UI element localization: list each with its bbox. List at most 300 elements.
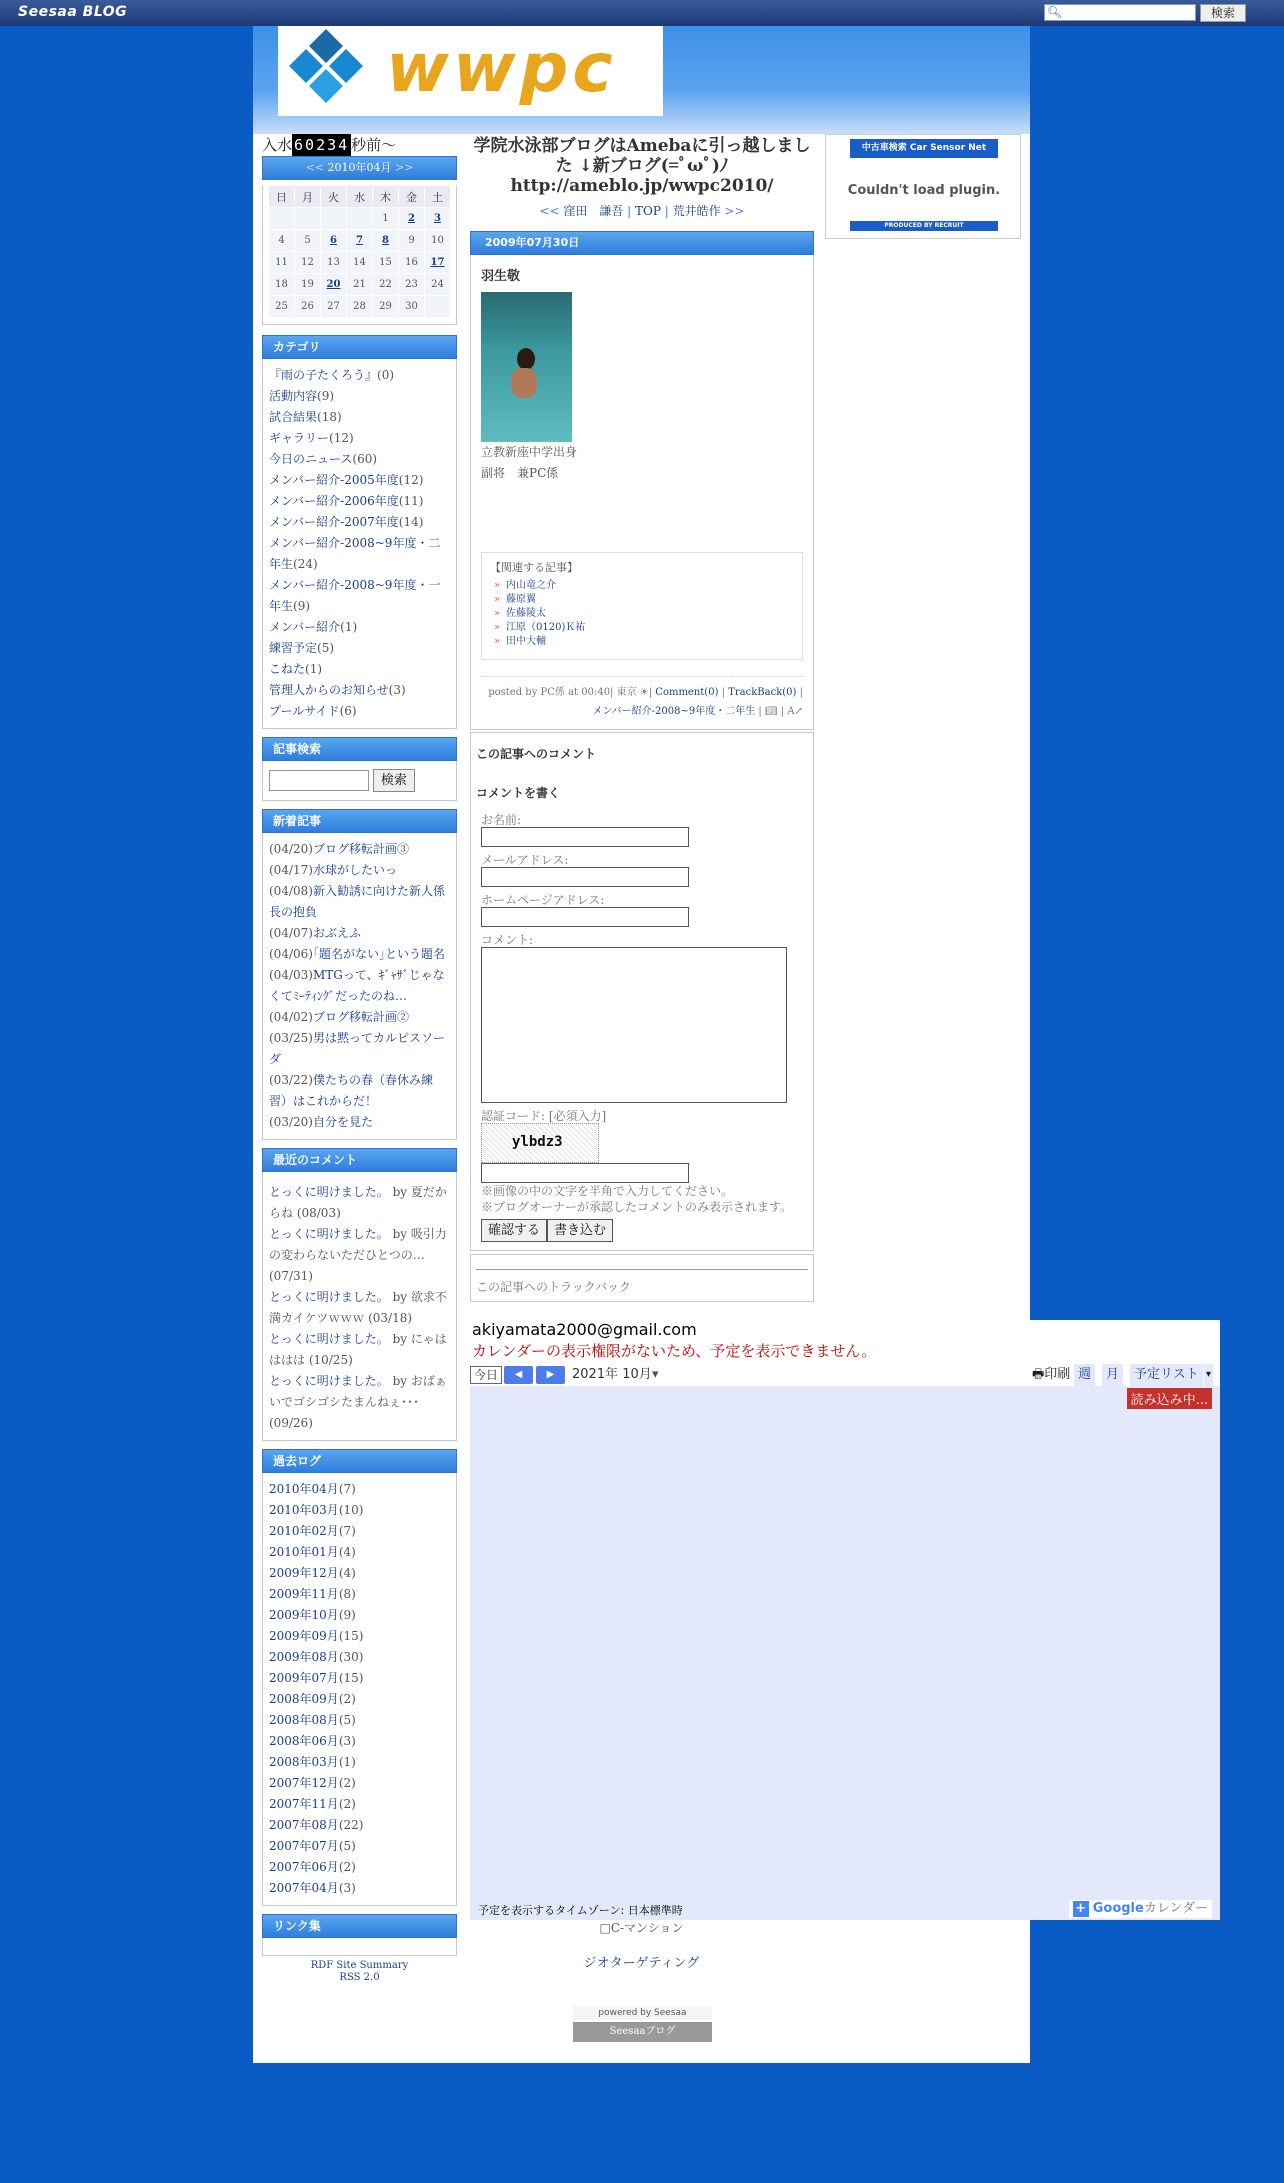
calendar-day-link[interactable]: 8 bbox=[382, 235, 389, 246]
entry bbox=[470, 255, 814, 730]
calendar-day: 26 bbox=[295, 296, 320, 317]
calendar-week bbox=[269, 296, 450, 317]
item-count: (7) bbox=[338, 1482, 356, 1496]
archive-link[interactable]: 2010年02月 bbox=[269, 1524, 339, 1538]
rdf-link[interactable]: RDF Site Summary bbox=[310, 1960, 409, 1971]
nav-next-arrow: >> bbox=[720, 204, 745, 218]
archives-header: 過去ログ bbox=[262, 1449, 457, 1473]
item-count: (24) bbox=[293, 557, 318, 571]
homepage-input[interactable] bbox=[481, 907, 689, 927]
calendar-day bbox=[321, 208, 346, 229]
post-date: (03/25) bbox=[269, 1031, 313, 1045]
related-title: 【関連する記事】 bbox=[490, 561, 578, 574]
category-item bbox=[269, 512, 450, 533]
recent-post-item bbox=[269, 839, 450, 860]
captcha-image bbox=[481, 1123, 599, 1163]
weekday-header: 月 bbox=[295, 186, 320, 207]
global-search-button[interactable]: 検索 bbox=[1200, 4, 1246, 22]
category-link[interactable]: 管理人からのお知らせ bbox=[269, 683, 389, 697]
recent-comment-link[interactable]: とっくに明けました。 bbox=[269, 1332, 389, 1346]
category-link[interactable]: メンバー紹介-2007年度 bbox=[269, 515, 399, 529]
calendar-day: 30 bbox=[399, 296, 424, 317]
archive-item bbox=[269, 1584, 450, 1605]
calendar-day bbox=[269, 208, 294, 229]
post-date: (04/06) bbox=[269, 947, 313, 961]
calendar-day[interactable] bbox=[399, 208, 424, 229]
plus-icon: + bbox=[1073, 1901, 1089, 1917]
archive-item bbox=[269, 1668, 450, 1689]
links-header: リンク集 bbox=[262, 1914, 457, 1938]
item-count: (8) bbox=[338, 1587, 356, 1601]
global-search-input[interactable] bbox=[1044, 4, 1196, 21]
calendar-day-link[interactable]: 6 bbox=[330, 235, 337, 246]
post-date: (04/17) bbox=[269, 863, 313, 877]
archives-list bbox=[262, 1473, 457, 1906]
recent-post-item bbox=[269, 1007, 450, 1028]
geotargeting bbox=[253, 1952, 1030, 1971]
calendar-day bbox=[347, 208, 372, 229]
nav-prev-arrow: << bbox=[539, 204, 564, 218]
category-item bbox=[269, 533, 450, 575]
recent-post-link[interactable]: ｢題名がない｣という題名 bbox=[312, 947, 445, 961]
calendar-day-link[interactable]: 20 bbox=[326, 279, 341, 290]
archive-link[interactable]: 2007年08月 bbox=[269, 1818, 339, 1832]
item-count: (2) bbox=[338, 1860, 356, 1874]
month-dropdown-icon[interactable]: ▾ bbox=[652, 1367, 659, 1382]
trackback-link[interactable]: TrackBack(0) bbox=[728, 687, 797, 698]
recent-comment-link[interactable]: とっくに明けました。 bbox=[269, 1185, 389, 1199]
loading-indicator: 読み込み中... bbox=[1127, 1388, 1212, 1409]
categories-list bbox=[262, 359, 457, 729]
name-label: お名前: bbox=[481, 813, 522, 827]
search-icon: 🔍︎ bbox=[1047, 5, 1063, 19]
item-count: (1) bbox=[338, 1755, 356, 1769]
calendar-table bbox=[268, 185, 451, 318]
category-link[interactable]: 活動内容 bbox=[269, 389, 318, 403]
item-count: (1) bbox=[305, 662, 323, 676]
archive-link[interactable]: 2008年06月 bbox=[269, 1734, 339, 1748]
archive-item bbox=[269, 1689, 450, 1710]
category-item bbox=[269, 575, 450, 617]
category-item bbox=[269, 617, 450, 638]
article-search-input[interactable] bbox=[269, 770, 369, 791]
archive-link[interactable]: 2009年08月 bbox=[269, 1650, 339, 1664]
archive-item bbox=[269, 1836, 450, 1857]
nav-top-link[interactable]: TOP bbox=[635, 204, 661, 218]
entry-category-link[interactable]: メンバー紹介-2008~9年度・二年生 bbox=[592, 706, 756, 717]
calendar-day[interactable] bbox=[321, 230, 346, 251]
archive-item bbox=[269, 1815, 450, 1836]
recent-post-link[interactable]: 男は黙ってカルピスソーダ bbox=[269, 1031, 445, 1066]
calendar-week bbox=[269, 230, 450, 251]
comment-author: by おばぁいでゴシゴシたまんねぇ･･･ (09/26) bbox=[269, 1374, 447, 1430]
google-calendar-embed bbox=[470, 1320, 1220, 1920]
archive-link[interactable]: 2008年03月 bbox=[269, 1755, 339, 1769]
calendar-day: 5 bbox=[295, 230, 320, 251]
post-date: (04/07) bbox=[269, 926, 313, 940]
calendar-grid bbox=[470, 1386, 1220, 1920]
related-item bbox=[490, 635, 794, 649]
calendar-day: 28 bbox=[347, 296, 372, 317]
item-count: (11) bbox=[398, 494, 424, 508]
calendar-permission-error: カレンダーの表示権限がないため、予定を表示できません。 bbox=[472, 1342, 877, 1360]
google-calendar-logo[interactable] bbox=[1069, 1900, 1212, 1918]
category-link[interactable]: ギャラリー bbox=[269, 431, 330, 445]
item-count: (4) bbox=[338, 1566, 356, 1580]
category-link[interactable]: 今日のニュース bbox=[269, 452, 353, 466]
related-link[interactable]: 内山竜之介 bbox=[506, 580, 556, 591]
recent-post-item bbox=[269, 1070, 450, 1112]
left-sidebar bbox=[262, 134, 457, 1984]
archive-item bbox=[269, 1794, 450, 1815]
post-date: (04/20) bbox=[269, 842, 313, 856]
item-count: (0) bbox=[377, 368, 395, 382]
category-item bbox=[269, 470, 450, 491]
recruit-banner[interactable]: PRODUCED BY RECRUIT bbox=[850, 221, 998, 231]
entry-title[interactable]: 羽生敬 bbox=[481, 269, 521, 284]
recent-comments-header: 最近のコメント bbox=[262, 1148, 457, 1172]
item-count: (3) bbox=[388, 683, 406, 697]
captcha-input[interactable] bbox=[481, 1163, 689, 1183]
recent-post-item bbox=[269, 923, 450, 944]
related-link[interactable]: 佐藤陵太 bbox=[506, 608, 546, 619]
archive-link[interactable]: 2007年11月 bbox=[269, 1797, 339, 1811]
print-button[interactable] bbox=[1028, 1364, 1074, 1386]
item-count: (5) bbox=[317, 641, 335, 655]
wwpc-logo[interactable] bbox=[278, 26, 663, 116]
calendar-day: 23 bbox=[399, 274, 424, 295]
category-link[interactable]: メンバー紹介-2008~9年度・一年生 bbox=[269, 578, 441, 613]
calendar-account: akiyamata2000@gmail.com bbox=[472, 1320, 697, 1339]
article-search-button[interactable]: 検索 bbox=[373, 769, 415, 792]
category-link[interactable]: 試合結果 bbox=[269, 410, 318, 424]
category-link[interactable]: こねた bbox=[269, 662, 306, 676]
item-count: (2) bbox=[338, 1797, 356, 1811]
recent-comment-item bbox=[269, 1224, 450, 1287]
plugin-error: Couldn't load plugin. bbox=[847, 183, 1001, 198]
related-list bbox=[490, 579, 794, 649]
calendar-day-link[interactable]: 2 bbox=[408, 213, 415, 224]
calendar-day: 10 bbox=[425, 230, 450, 251]
item-count: (7) bbox=[338, 1524, 356, 1538]
counter-digits: 60234 bbox=[294, 136, 350, 154]
nav-sep: | bbox=[623, 204, 636, 218]
calendar-day[interactable] bbox=[425, 208, 450, 229]
geotargeting-link[interactable]: ジオターゲティング bbox=[583, 1956, 700, 1971]
comment-author: by 吸引力の変わらないただひとつの… (07/31) bbox=[269, 1227, 447, 1283]
archive-link[interactable]: 2007年04月 bbox=[269, 1881, 339, 1895]
comments-section bbox=[470, 732, 814, 1251]
calendar-day bbox=[295, 208, 320, 229]
related-item bbox=[490, 607, 794, 621]
logo-text: wwpc bbox=[386, 29, 617, 108]
archive-link[interactable]: 2009年09月 bbox=[269, 1629, 339, 1643]
comments-heading: この記事へのコメント bbox=[476, 747, 597, 761]
submit-comment-button[interactable]: 書き込む bbox=[547, 1219, 613, 1242]
comment-form bbox=[476, 813, 808, 1242]
entry-date: 2009年07月30日 bbox=[470, 231, 814, 255]
archive-item bbox=[269, 1647, 450, 1668]
recent-comment-link[interactable]: とっくに明けました。 bbox=[269, 1374, 389, 1388]
weekday-header: 金 bbox=[399, 186, 424, 207]
write-comment-heading: コメントを書く bbox=[476, 786, 561, 800]
site-url: http://ameblo.jp/wwpc2010/ bbox=[510, 176, 774, 196]
email-label: メールアドレス: bbox=[481, 853, 569, 867]
item-count: (1) bbox=[340, 620, 358, 634]
calendar-day[interactable] bbox=[321, 274, 346, 295]
related-link[interactable]: 江原（0120)Ｋ祐 bbox=[506, 622, 586, 633]
prev-month-button[interactable]: ◀ bbox=[504, 1366, 533, 1384]
archive-link[interactable]: 2010年03月 bbox=[269, 1503, 339, 1517]
calendar-day-link[interactable]: 7 bbox=[356, 235, 363, 246]
archive-item bbox=[269, 1878, 450, 1899]
recent-post-item bbox=[269, 1112, 450, 1133]
today-button[interactable]: 今日 bbox=[470, 1366, 502, 1384]
entry-photo[interactable] bbox=[481, 292, 572, 442]
comment-author: by 夏だからね (08/03) bbox=[269, 1185, 447, 1220]
category-item bbox=[269, 428, 450, 449]
item-count: (10) bbox=[338, 1503, 364, 1517]
item-count: (9) bbox=[317, 389, 335, 403]
weekday-header: 日 bbox=[269, 186, 294, 207]
mansion-image[interactable] bbox=[253, 1919, 1030, 1936]
carsensor-banner[interactable]: 中古車検索 Car Sensor Net bbox=[850, 139, 998, 158]
archive-link[interactable]: 2007年12月 bbox=[269, 1776, 339, 1790]
archive-item bbox=[269, 1731, 450, 1752]
item-count: (3) bbox=[338, 1881, 356, 1895]
mansion-alt: C-マンション bbox=[610, 1921, 684, 1935]
recent-comment-item bbox=[269, 1329, 450, 1371]
item-count: (6) bbox=[339, 704, 357, 718]
calendar-day: 11 bbox=[269, 252, 294, 273]
weekday-header: 木 bbox=[373, 186, 398, 207]
next-month-button[interactable]: ▶ bbox=[536, 1366, 565, 1384]
name-input[interactable] bbox=[481, 827, 689, 847]
seesaa-topbar bbox=[0, 0, 1284, 26]
category-item bbox=[269, 659, 450, 680]
calendar-header bbox=[262, 156, 457, 180]
archive-link[interactable]: 2008年09月 bbox=[269, 1692, 339, 1706]
recent-post-item bbox=[269, 881, 450, 923]
calendar-day[interactable] bbox=[373, 230, 398, 251]
archive-item bbox=[269, 1857, 450, 1878]
archive-item bbox=[269, 1521, 450, 1542]
item-count: (4) bbox=[338, 1545, 356, 1559]
calendar-day-link[interactable]: 17 bbox=[430, 257, 445, 268]
item-count: (18) bbox=[317, 410, 342, 424]
site-title: 学院水泳部ブログはAmebaに引っ越しました ↓新ブログ(=ﾟωﾟ)ﾉ bbox=[473, 136, 811, 176]
recent-post-link[interactable]: 自分を見た bbox=[312, 1115, 373, 1129]
calendar-prev-link[interactable]: << bbox=[305, 161, 324, 174]
archive-item bbox=[269, 1563, 450, 1584]
recent-post-link[interactable]: MTGって、ｷﾞｬｻﾞじゃなくてﾐｰﾃｨﾝｸﾞだったのね… bbox=[269, 968, 445, 1003]
homepage-label: ホームページアドレス: bbox=[481, 893, 605, 907]
recent-post-item bbox=[269, 965, 450, 1007]
approval-note: ※ブログオーナーが承認したコメントのみ表示されます。 bbox=[481, 1200, 793, 1214]
calendar-day[interactable] bbox=[347, 230, 372, 251]
category-link[interactable]: 練習予定 bbox=[269, 641, 318, 655]
archive-item bbox=[269, 1479, 450, 1500]
rss-link[interactable]: RSS 2.0 bbox=[339, 1972, 380, 1983]
category-item bbox=[269, 386, 450, 407]
google-brand: Google bbox=[1092, 1901, 1144, 1916]
captcha-label: 認証コード: [必須入力] bbox=[481, 1109, 607, 1123]
item-count: (5) bbox=[338, 1713, 356, 1727]
calendar-day: 25 bbox=[269, 296, 294, 317]
comment-author: by 欲求不満カイケツｗｗｗ (03/18) bbox=[269, 1290, 447, 1325]
item-count: (15) bbox=[338, 1671, 364, 1685]
recent-comment-item bbox=[269, 1182, 450, 1224]
item-count: (2) bbox=[338, 1776, 356, 1790]
powered-by-text: powered by Seesaa bbox=[573, 2006, 712, 2020]
seesaa-blog-link[interactable]: Seesaaブログ bbox=[573, 2022, 712, 2042]
post-date: (04/02) bbox=[269, 1010, 313, 1024]
recent-post-link[interactable]: ブログ移転計画② bbox=[312, 1010, 409, 1024]
trackback-section bbox=[470, 1254, 814, 1302]
archive-link[interactable]: 2007年07月 bbox=[269, 1839, 339, 1853]
post-date: (03/22) bbox=[269, 1073, 313, 1087]
related-item bbox=[490, 593, 794, 607]
recent-post-link[interactable]: 新入勧誘に向けた新人係長の抱負 bbox=[269, 884, 445, 919]
posted-by: posted by PC係 at 00:40| 東京 ☀| bbox=[488, 687, 656, 698]
recent-post-link[interactable]: 水球がしたいっ bbox=[312, 863, 397, 877]
photo-swimmer-head bbox=[517, 348, 535, 370]
recent-post-link[interactable]: ブログ移転計画③ bbox=[312, 842, 409, 856]
recent-comment-link[interactable]: とっくに明けました。 bbox=[269, 1227, 389, 1241]
divider bbox=[476, 1269, 808, 1270]
comment-label: コメント: bbox=[481, 933, 534, 947]
comment-author: by にゃはははは (10/25) bbox=[269, 1332, 447, 1367]
email-input[interactable] bbox=[481, 867, 689, 887]
item-count: (22) bbox=[338, 1818, 364, 1832]
post-date: (03/20) bbox=[269, 1115, 313, 1129]
nav-prev-link[interactable]: 窪田 謙吾 bbox=[563, 204, 624, 218]
category-link[interactable]: メンバー紹介-2006年度 bbox=[269, 494, 399, 508]
print-label: 印刷 bbox=[1044, 1367, 1071, 1382]
category-item bbox=[269, 680, 450, 701]
archive-item bbox=[269, 1773, 450, 1794]
category-link[interactable]: 『雨の子たくろう』 bbox=[269, 368, 378, 382]
calendar-brand: カレンダー bbox=[1143, 1901, 1208, 1916]
item-count: (12) bbox=[329, 431, 354, 445]
item-count: (30) bbox=[338, 1650, 364, 1664]
calendar-day[interactable] bbox=[425, 252, 450, 273]
recent-post-link[interactable]: 僕たちの春（春休み練習）はこれからだ！ bbox=[269, 1073, 433, 1108]
entry-line2: 副将 兼PC係 bbox=[481, 466, 559, 480]
category-link[interactable]: メンバー紹介 bbox=[269, 620, 341, 634]
captcha-note: ※画像の中の文字を半角で入力してください。 bbox=[481, 1184, 734, 1198]
category-item bbox=[269, 449, 450, 470]
calendar-body bbox=[262, 185, 457, 325]
category-item bbox=[269, 638, 450, 659]
calendar-day: 19 bbox=[295, 274, 320, 295]
carsensor-plugin bbox=[825, 134, 1021, 239]
recent-comment-item bbox=[269, 1371, 450, 1434]
comment-textarea[interactable] bbox=[481, 947, 787, 1103]
archive-item bbox=[269, 1752, 450, 1773]
archive-link[interactable]: 2009年12月 bbox=[269, 1566, 339, 1580]
calendar-day: 14 bbox=[347, 252, 372, 273]
swim-counter bbox=[262, 134, 457, 156]
weekday-header: 水 bbox=[347, 186, 372, 207]
category-item bbox=[269, 365, 450, 386]
item-count: (14) bbox=[398, 515, 424, 529]
font-size-icon[interactable]: A↗ bbox=[787, 706, 803, 717]
archive-link[interactable]: 2009年11月 bbox=[269, 1587, 339, 1601]
calendar-day: 27 bbox=[321, 296, 346, 317]
comment-link[interactable]: Comment(0) bbox=[655, 687, 719, 698]
agenda-dropdown-icon[interactable]: ▾ bbox=[1204, 1364, 1213, 1386]
calendar-day: 21 bbox=[347, 274, 372, 295]
related-link[interactable]: 藤原翼 bbox=[506, 594, 536, 605]
calendar-day: 9 bbox=[399, 230, 424, 251]
search-header: 記事検索 bbox=[262, 737, 457, 761]
calendar-week bbox=[269, 274, 450, 295]
archive-item bbox=[269, 1710, 450, 1731]
blog-header bbox=[253, 26, 1030, 134]
agenda-tab[interactable]: 予定リスト bbox=[1130, 1364, 1203, 1386]
timezone-note: 予定を表示するタイムゾーン: 日本標準時 bbox=[478, 1904, 683, 1917]
broken-image-icon: □ bbox=[599, 1921, 611, 1935]
article-search bbox=[262, 761, 457, 801]
related-item bbox=[490, 621, 794, 635]
recent-comment-link[interactable]: とっくに明けました。 bbox=[269, 1290, 389, 1304]
calendar-next-link[interactable]: >> bbox=[395, 161, 414, 174]
entry-footer: posted by PC係 at 00:40| 東京 ☀| Comment(0) | TrackBack(0) | メンバー紹介-2008~9年度・二年生 | 📖︎ | A↗ bbox=[481, 676, 803, 721]
recent-post-link[interactable]: おぶえふ bbox=[312, 926, 361, 940]
powered-by-seesaa[interactable] bbox=[573, 2006, 712, 2042]
category-item bbox=[269, 701, 450, 722]
archive-link[interactable]: 2009年10月 bbox=[269, 1608, 339, 1622]
calendar-day: 29 bbox=[373, 296, 398, 317]
nav-next-link[interactable]: 荒井皓作 bbox=[672, 204, 721, 218]
calendar-day: 24 bbox=[425, 274, 450, 295]
archive-item bbox=[269, 1542, 450, 1563]
archive-link[interactable]: 2007年06月 bbox=[269, 1860, 339, 1874]
item-count: (60) bbox=[352, 452, 378, 466]
related-link[interactable]: 田中大輔 bbox=[506, 636, 546, 647]
confirm-button[interactable]: 確認する bbox=[481, 1219, 547, 1242]
recent-post-item bbox=[269, 860, 450, 881]
calendar-day-link[interactable]: 3 bbox=[434, 213, 441, 224]
counter-prefix: 入水 bbox=[262, 136, 293, 154]
photo-swimmer-body bbox=[511, 368, 537, 398]
archive-link[interactable]: 2008年08月 bbox=[269, 1713, 339, 1727]
seesaa-blog-logo[interactable]: Seesaa BLOG bbox=[18, 4, 128, 20]
category-link[interactable]: メンバー紹介-2005年度 bbox=[269, 473, 399, 487]
item-count: (5) bbox=[338, 1839, 356, 1853]
archive-link[interactable]: 2010年01月 bbox=[269, 1545, 339, 1559]
recent-post-item bbox=[269, 1028, 450, 1070]
post-date: (04/08) bbox=[269, 884, 313, 898]
category-link[interactable]: プールサイド bbox=[269, 704, 340, 718]
archive-item bbox=[269, 1605, 450, 1626]
captcha-text: ylbdz3 bbox=[512, 1134, 563, 1150]
recent-comment-item bbox=[269, 1287, 450, 1329]
calendar-week bbox=[269, 252, 450, 273]
calendar-day bbox=[425, 296, 450, 317]
archive-link[interactable]: 2009年07月 bbox=[269, 1671, 339, 1685]
calendar-day: 1 bbox=[373, 208, 398, 229]
item-count: (3) bbox=[338, 1734, 356, 1748]
calendar-day: 16 bbox=[399, 252, 424, 273]
calendar-day: 13 bbox=[321, 252, 346, 273]
bookmark-icon[interactable]: 📖︎ bbox=[764, 706, 778, 717]
week-tab[interactable]: 週 bbox=[1074, 1364, 1095, 1386]
category-link[interactable]: メンバー紹介-2008~9年度・二年生 bbox=[269, 536, 441, 571]
month-tab[interactable]: 月 bbox=[1102, 1364, 1123, 1386]
archive-link[interactable]: 2010年04月 bbox=[269, 1482, 339, 1496]
